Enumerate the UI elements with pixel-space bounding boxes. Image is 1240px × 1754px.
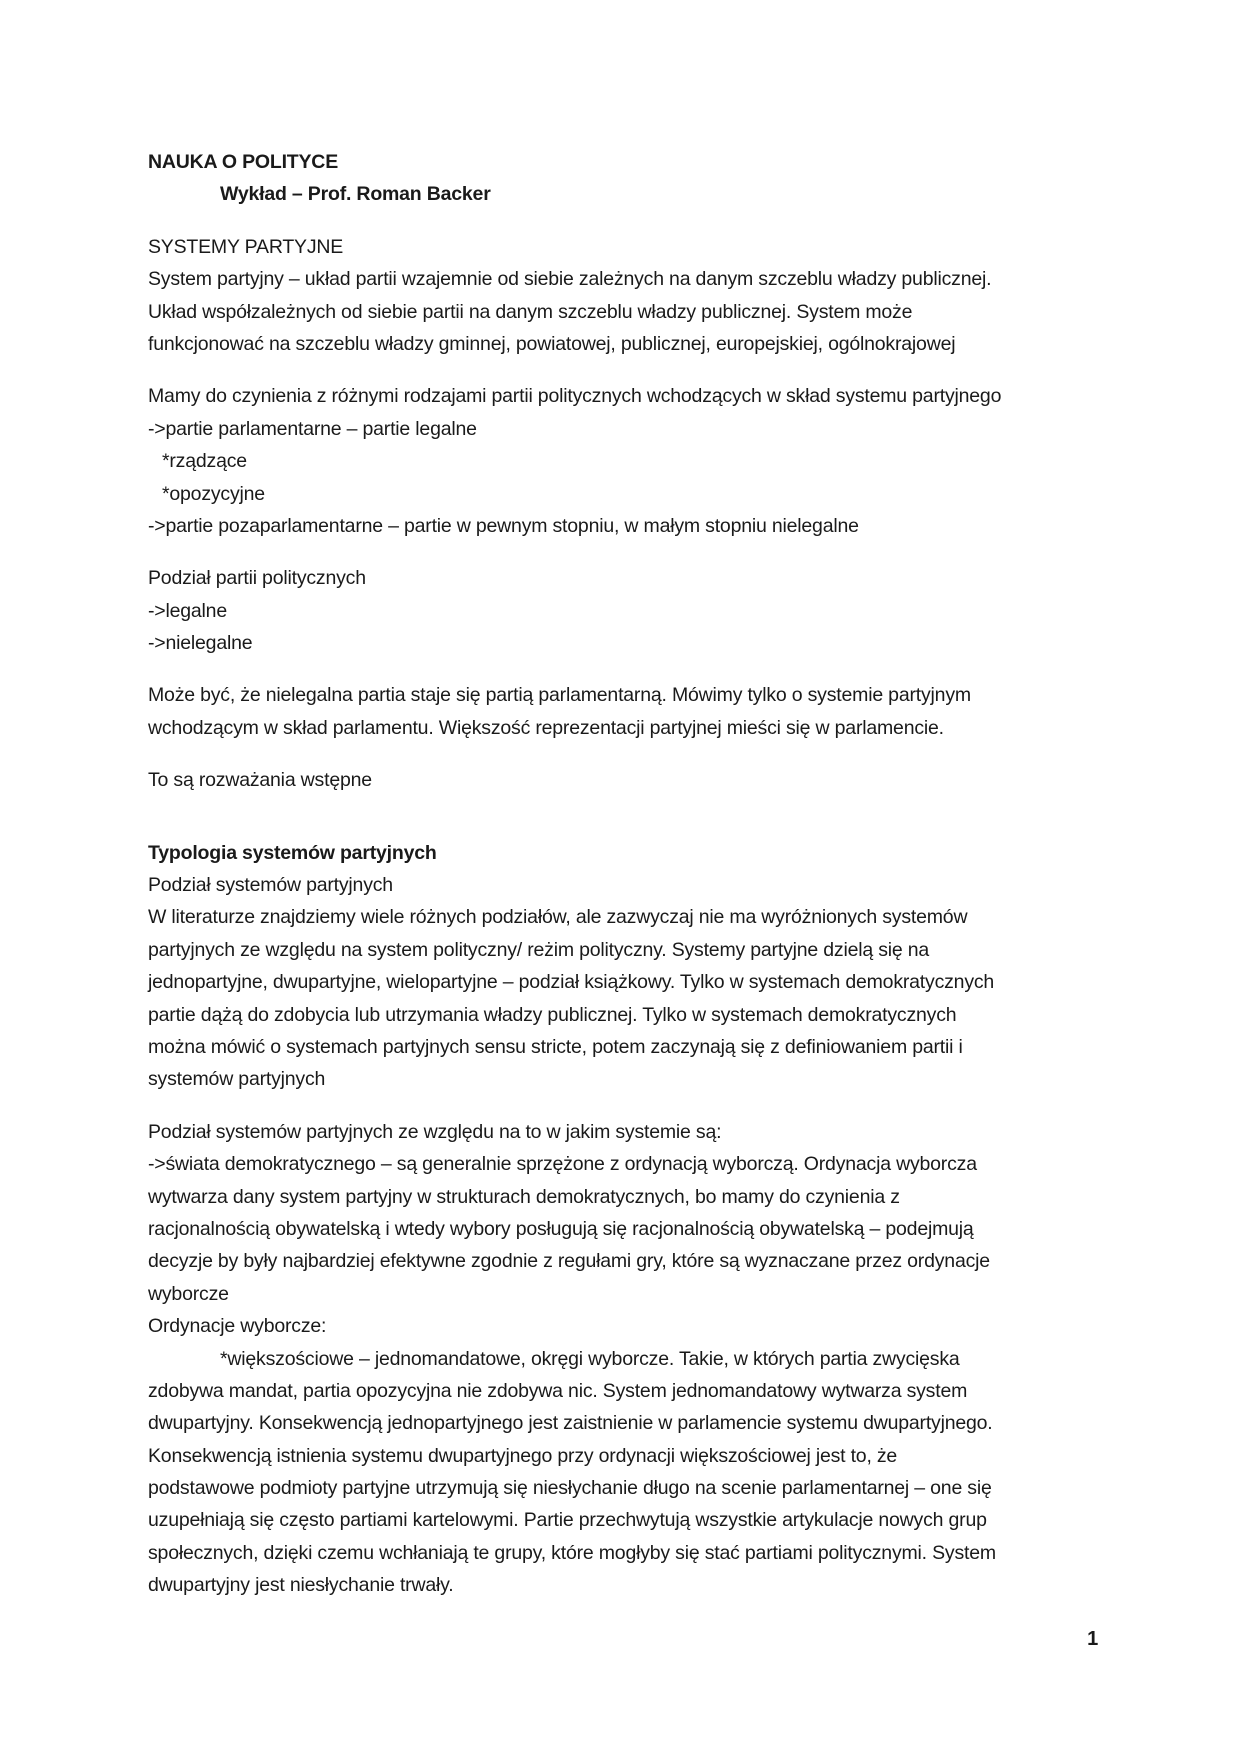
- paragraph-line: Ordynacje wyborcze:: [148, 1315, 327, 1338]
- paragraph-line: Może być, że nielegalna partia staje się partią parlamentarną. Mówimy tylko o systemie partyjnym: [148, 684, 971, 707]
- paragraph-line: System partyjny – układ partii wzajemnie od siebie zależnych na danym szczeblu władzy publicznej.: [148, 268, 992, 291]
- section-heading-typologia: Typologia systemów partyjnych: [148, 841, 437, 864]
- paragraph-line: dwupartyjny jest niesłychanie trwały.: [148, 1574, 454, 1597]
- page-number: 1: [1087, 1628, 1098, 1650]
- paragraph-line: jednopartyjne, dwupartyjne, wielopartyjne – podział książkowy. Tylko w systemach demokratycznych: [148, 971, 995, 994]
- paragraph-line: partie dążą do zdobycia lub utrzymania władzy publicznej. Tylko w systemach demokratycznych: [148, 1003, 957, 1026]
- paragraph-line: podstawowe podmioty partyjne utrzymują się niesłychanie długo na scenie parlamentarnej – one się: [148, 1477, 992, 1500]
- list-subitem: *opozycyjne: [162, 482, 265, 505]
- paragraph-line: To są rozważania wstępne: [148, 769, 372, 792]
- list-item: ->partie parlamentarne – partie legalne: [148, 417, 477, 440]
- section-heading-systemy: SYSTEMY PARTYJNE: [148, 235, 344, 258]
- paragraph-line: Układ współzależnych od siebie partii na danym szczeblu władzy publicznej. System może: [148, 300, 913, 323]
- paragraph-line: uzupełniają się często partiami kartelowymi. Partie przechwytują wszystkie artykulacje nowych grup: [148, 1509, 987, 1532]
- paragraph-line: można mówić o systemach partyjnych sensu stricte, potem zaczynają się z definiowaniem partii i: [148, 1035, 963, 1058]
- paragraph-line: systemów partyjnych: [148, 1068, 326, 1091]
- paragraph-line: partyjnych ze względu na system polityczny/ reżim polityczny. Systemy partyjne dzielą się na: [148, 938, 930, 961]
- paragraph-line: funkcjonować na szczeblu władzy gminnej, powiatowej, publicznej, europejskiej, ogólnokrajowej: [148, 332, 956, 355]
- paragraph-line: racjonalnością obywatelską i wtedy wybory posługują się racjonalnością obywatelską – podejmują: [148, 1217, 974, 1240]
- document-subtitle: Wykład – Prof. Roman Backer: [220, 183, 491, 206]
- paragraph-line: wyborcze: [148, 1282, 229, 1305]
- paragraph-line: wchodzącym w skład parlamentu. Większość reprezentacji partyjnej mieści się w parlamencie.: [148, 716, 944, 739]
- paragraph-line: W literaturze znajdziemy wiele różnych podziałów, ale zazwyczaj nie ma wyróżnionych systemów: [148, 906, 968, 929]
- paragraph-line: decyzje by były najbardziej efektywne zgodnie z regułami gry, które są wyznaczane przez ordynacje: [148, 1250, 990, 1273]
- paragraph-line: Podział systemów partyjnych: [148, 874, 393, 897]
- paragraph-line: dwupartyjny. Konsekwencją jednopartyjnego jest zaistnienie w parlamencie systemu dwupartyjnego.: [148, 1412, 993, 1435]
- list-subitem: *większościowe – jednomandatowe, okręgi wyborcze. Takie, w których partia zwycięska: [220, 1347, 960, 1370]
- paragraph-line: zdobywa mandat, partia opozycyjna nie zdobywa nic. System jednomandatowy wytwarza system: [148, 1379, 968, 1402]
- list-item: ->nielegalne: [148, 632, 253, 655]
- document-body: [148, 146, 1108, 1602]
- paragraph-line: Mamy do czynienia z różnymi rodzajami partii politycznych wchodzących w skład systemu partyjnego: [148, 385, 1002, 408]
- paragraph-line: Podział systemów partyjnych ze względu na to w jakim systemie są:: [148, 1120, 722, 1143]
- list-item: ->partie pozaparlamentarne – partie w pewnym stopniu, w małym stopniu nielegalne: [148, 514, 859, 537]
- paragraph-line: Konsekwencją istnienia systemu dwupartyjnego przy ordynacji większościowej jest to, że: [148, 1444, 898, 1467]
- document-title: NAUKA O POLITYCE: [148, 151, 339, 173]
- paragraph-line: Podział partii politycznych: [148, 567, 366, 590]
- list-item: ->legalne: [148, 599, 227, 622]
- paragraph-line: wytwarza dany system partyjny w strukturach demokratycznych, bo mamy do czynienia z: [148, 1185, 900, 1208]
- list-subitem: *rządzące: [162, 450, 247, 473]
- list-item: ->świata demokratycznego – są generalnie sprzężone z ordynacją wyborczą. Ordynacja wyborcza: [148, 1153, 977, 1176]
- paragraph-line: społecznych, dzięki czemu wchłaniają te grupy, które mogłyby się stać partiami politycznymi. System: [148, 1541, 996, 1564]
